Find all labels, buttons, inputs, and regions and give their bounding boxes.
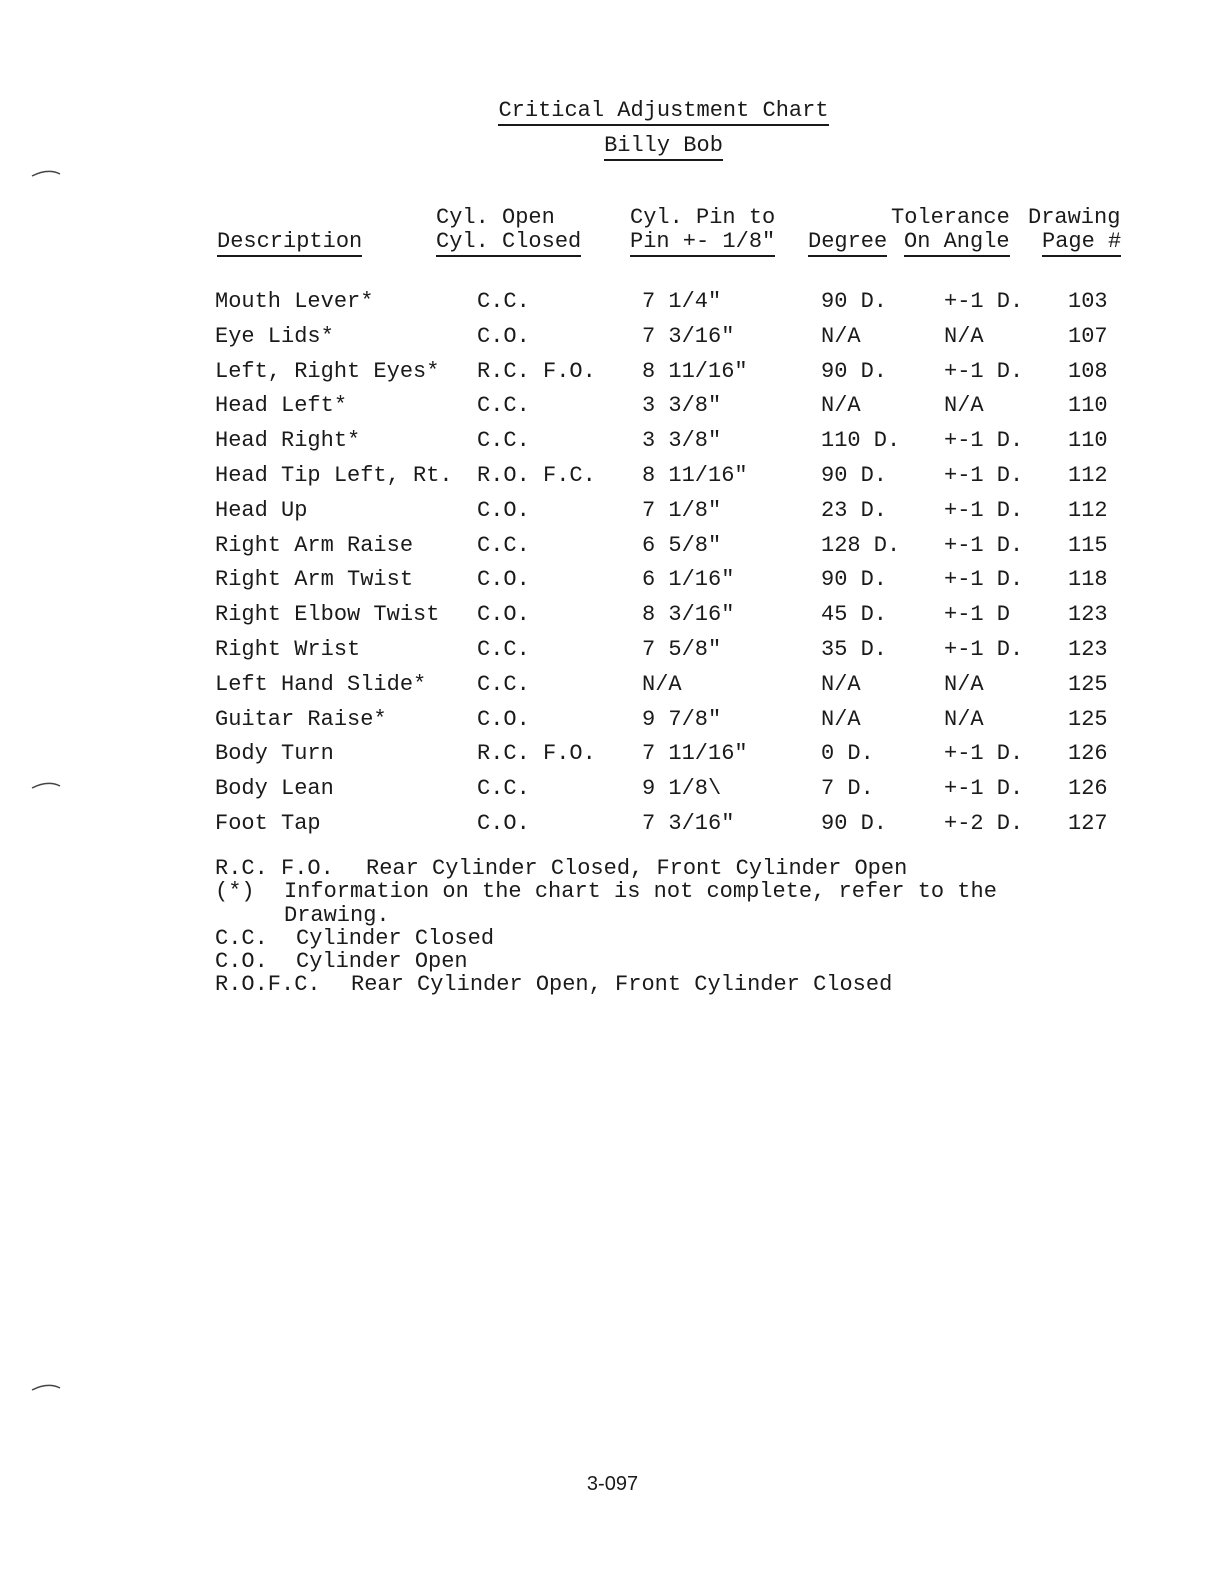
page-number-footer: 3-097 (586, 1473, 639, 1495)
cell-cylinder: C.C. (477, 671, 530, 697)
cell-description: Body Lean (215, 776, 334, 802)
cell-description: Head Up (215, 497, 308, 523)
cell-degree: N/A (821, 393, 861, 419)
cell-page: 112 (1068, 463, 1108, 488)
cell-page: 118 (1068, 567, 1108, 593)
cell-description: Body Turn (215, 741, 334, 767)
cell-cylinder: C.C. (477, 637, 530, 662)
cell-cylinder: C.O. (477, 567, 530, 593)
cell-cylinder: C.C. (477, 393, 530, 419)
cell-page: 126 (1068, 776, 1108, 802)
cell-description: Right Arm Twist (215, 567, 414, 593)
header-pin-tolerance: Pin +- 1/8" (630, 230, 775, 257)
cell-pin: 9 7/8" (642, 706, 722, 732)
cell-degree: 45 D. (821, 602, 888, 628)
cell-cylinder: C.C. (477, 428, 530, 454)
cell-degree: 90 D. (821, 811, 888, 836)
header-description: Description (217, 230, 362, 257)
cell-pin: 7 11/16" (642, 741, 748, 767)
header-tolerance: Tolerance (891, 205, 1010, 230)
header-pin-to: Cyl. Pin to (630, 205, 776, 230)
cell-pin: 6 5/8" (642, 532, 722, 558)
cell-degree: N/A (821, 671, 861, 697)
legend-text: Rear Cylinder Open, Front Cylinder Closed (351, 972, 893, 998)
cell-degree: N/A (821, 706, 861, 732)
cell-description: Left Hand Slide* (215, 671, 427, 697)
cell-description: Head Left* (215, 393, 348, 419)
cell-page: 112 (1068, 497, 1108, 523)
cell-cylinder: R.O. F.C. (477, 463, 596, 488)
cell-description: Right Wrist (215, 637, 361, 662)
header-degree: Degree (808, 230, 887, 257)
legend-key: (*) (215, 879, 255, 905)
cell-pin: 7 3/16" (642, 323, 735, 349)
legend-text: Information on the chart is not complete, refer to the (284, 879, 997, 905)
legend-key: C.O. (215, 949, 268, 975)
cell-degree: 128 D. (821, 532, 901, 558)
chart-subtitle-text: Billy Bob (604, 133, 723, 161)
legend-text: Rear Cylinder Closed, Front Cylinder Open (366, 856, 908, 881)
cell-tolerance: +-1 D. (944, 776, 1024, 802)
cell-cylinder: R.C. F.O. (477, 358, 596, 384)
chart-title (0, 98, 1225, 124)
cell-description: Right Elbow Twist (215, 602, 440, 628)
cell-pin: 8 11/16" (642, 358, 748, 384)
header-drawing: Drawing (1028, 205, 1121, 230)
cell-degree: 110 D. (821, 428, 901, 454)
cell-tolerance: N/A (944, 323, 984, 349)
chart-subtitle (0, 133, 1225, 159)
cell-cylinder: C.C. (477, 776, 530, 802)
legend-key: R.C. F.O. (215, 856, 334, 881)
cell-description: Head Tip Left, Rt. (215, 463, 453, 488)
legend-text: Drawing. (284, 902, 390, 928)
margin-mark-bottom (30, 1378, 90, 1398)
cell-tolerance: +-1 D. (944, 497, 1024, 523)
cell-cylinder: C.C. (477, 532, 530, 558)
cell-pin: 8 3/16" (642, 602, 735, 628)
cell-degree: 90 D. (821, 358, 888, 384)
cell-tolerance: N/A (944, 393, 984, 419)
cell-cylinder: R.C. F.O. (477, 741, 596, 767)
cell-page: 126 (1068, 741, 1108, 767)
cell-tolerance: +-1 D. (944, 532, 1024, 558)
cell-cylinder: C.O. (477, 602, 530, 628)
cell-tolerance: +-1 D. (944, 463, 1024, 488)
header-cyl-closed: Cyl. Closed (436, 230, 581, 257)
cell-pin: 7 1/4" (642, 289, 722, 314)
cell-degree: 23 D. (821, 497, 888, 523)
cell-tolerance: +-1 D (944, 602, 1011, 628)
cell-pin: 7 1/8" (642, 497, 722, 523)
cell-page: 110 (1068, 393, 1108, 419)
cell-pin: 7 5/8" (642, 637, 722, 662)
cell-cylinder: C.O. (477, 323, 530, 349)
cell-degree: 7 D. (821, 776, 874, 802)
cell-description: Right Arm Raise (215, 532, 414, 558)
cell-page: 123 (1068, 602, 1108, 628)
header-page-number: Page # (1042, 230, 1121, 257)
cell-description: Mouth Lever* (215, 289, 374, 314)
cell-cylinder: C.O. (477, 497, 530, 523)
cell-tolerance: N/A (944, 706, 984, 732)
cell-degree: 90 D. (821, 567, 888, 593)
cell-pin: 8 11/16" (642, 463, 748, 488)
legend-key: C.C. (215, 925, 268, 951)
cell-tolerance: +-1 D. (944, 567, 1024, 593)
cell-cylinder: C.O. (477, 811, 530, 836)
cell-degree: 90 D. (821, 289, 888, 314)
cell-page: 107 (1068, 323, 1108, 349)
cell-page: 123 (1068, 637, 1108, 662)
legend-text: Cylinder Open (296, 949, 468, 975)
cell-page: 110 (1068, 428, 1108, 454)
cell-degree: N/A (821, 323, 861, 349)
chart-title-text: Critical Adjustment Chart (498, 98, 828, 126)
margin-mark-top (30, 164, 90, 184)
cell-description: Foot Tap (215, 811, 321, 836)
cell-page: 125 (1068, 706, 1108, 732)
cell-description: Left, Right Eyes* (215, 358, 440, 384)
cell-tolerance: +-1 D. (944, 637, 1024, 662)
cell-cylinder: C.O. (477, 706, 530, 732)
cell-page: 125 (1068, 671, 1108, 697)
cell-pin: N/A (642, 671, 682, 697)
cell-cylinder: C.C. (477, 289, 530, 314)
cell-tolerance: +-1 D. (944, 741, 1024, 767)
cell-page: 103 (1068, 289, 1108, 314)
legend-key: R.O.F.C. (215, 972, 321, 998)
margin-mark-middle (30, 776, 90, 796)
cell-pin: 3 3/8" (642, 428, 722, 454)
cell-description: Eye Lids* (215, 323, 334, 349)
cell-page: 127 (1068, 811, 1108, 836)
cell-pin: 3 3/8" (642, 393, 722, 419)
cell-degree: 90 D. (821, 463, 888, 488)
header-on-angle: On Angle (904, 230, 1010, 257)
cell-tolerance: +-2 D. (944, 811, 1024, 836)
cell-tolerance: +-1 D. (944, 358, 1024, 384)
cell-pin: 7 3/16" (642, 811, 735, 836)
cell-pin: 9 1/8\ (642, 776, 722, 802)
cell-pin: 6 1/16" (642, 567, 735, 593)
cell-degree: 35 D. (821, 637, 888, 662)
cell-tolerance: +-1 D. (944, 428, 1024, 454)
cell-description: Guitar Raise* (215, 706, 387, 732)
cell-tolerance: N/A (944, 671, 984, 697)
cell-description: Head Right* (215, 428, 361, 454)
header-cyl-open: Cyl. Open (436, 205, 555, 230)
cell-degree: 0 D. (821, 741, 874, 767)
cell-tolerance: +-1 D. (944, 289, 1024, 314)
cell-page: 115 (1068, 532, 1108, 558)
cell-page: 108 (1068, 358, 1108, 384)
legend-text: Cylinder Closed (296, 925, 495, 951)
